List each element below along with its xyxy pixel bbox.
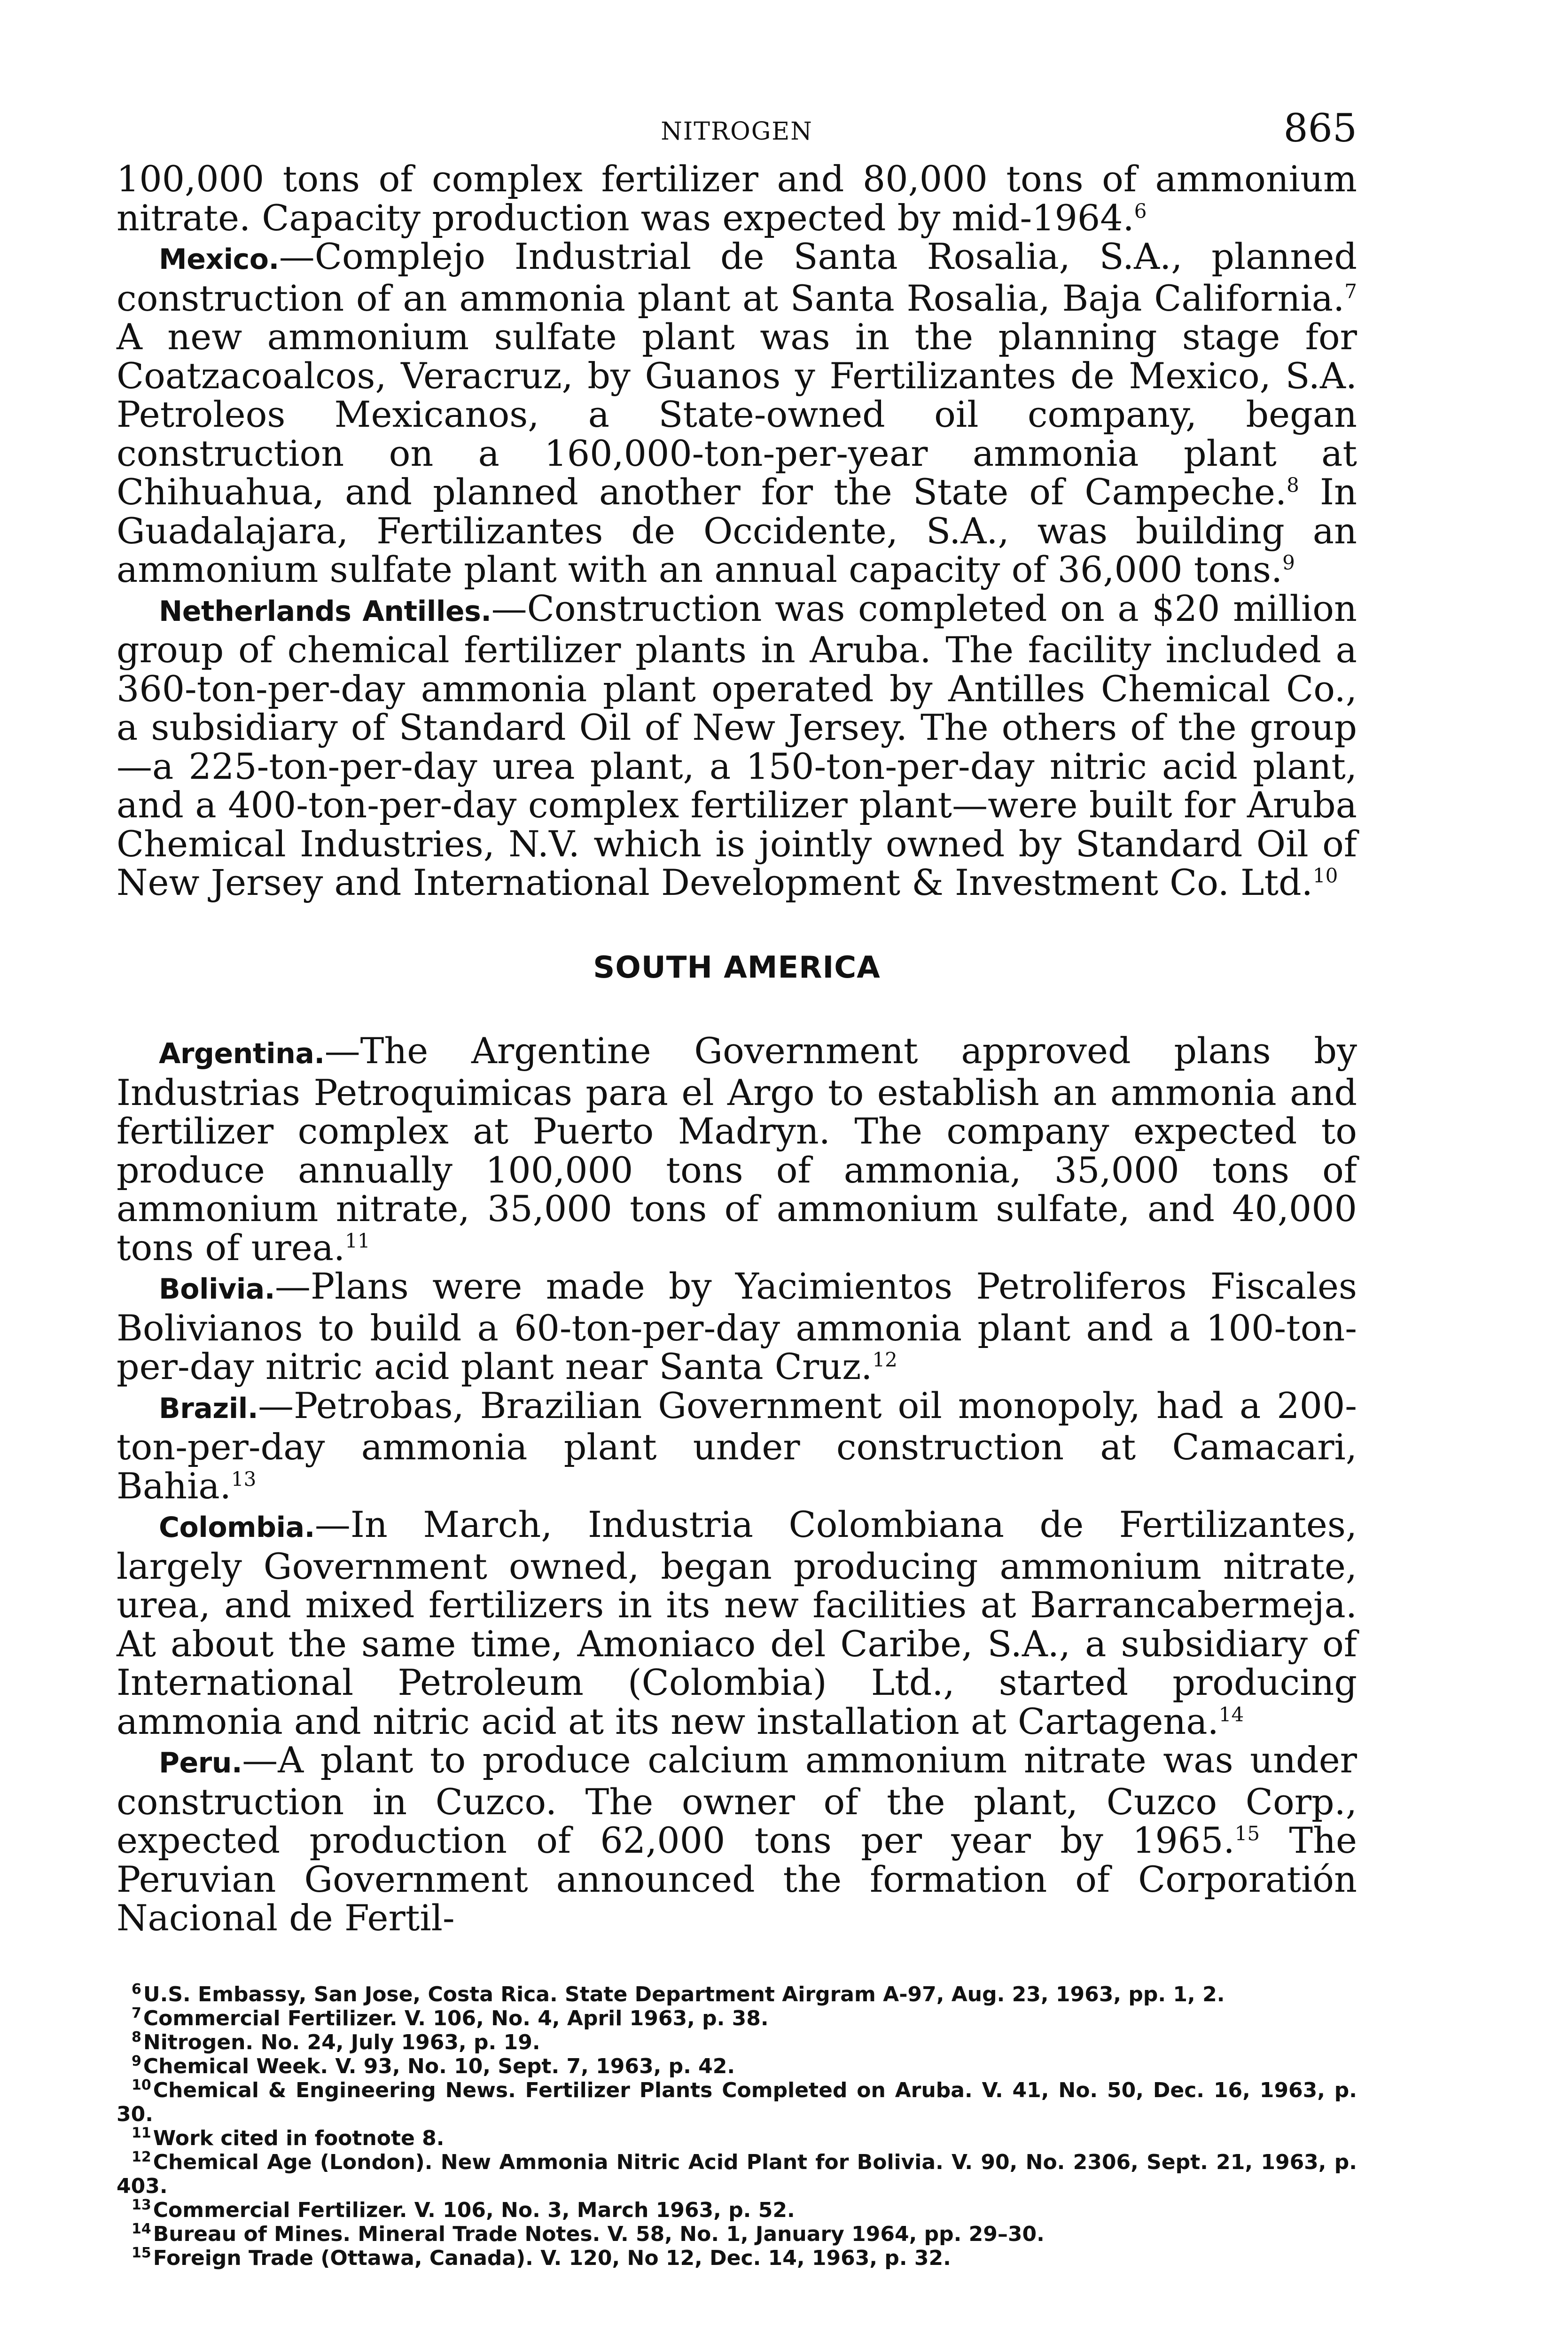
paragraph-text: —The Argentine Government approved plans by Industrias Petroquimicas para el Argo to establish an ammonia and fertilizer complex at Puerto Madryn. The company expected to produce annually 100,000 tons of ammonia, 35,000 tons of ammonium nitrate, 35,000 tons of ammonium sulfate, and 40,000 tons of urea.	[117, 1030, 1357, 1269]
paragraph-bolivia	[117, 1267, 1357, 1386]
footnote-ref: 14	[1218, 1703, 1244, 1726]
footnote-number: 9	[132, 2052, 141, 2069]
footnote	[117, 1982, 1357, 2006]
footnote-text: Chemical & Engineering News. Fertilizer Plants Completed on Aruba. V. 41, No. 50, Dec. 16, 1963, p. 30.	[117, 2078, 1357, 2126]
runin-heading-netherlands-antilles: Netherlands Antilles.	[159, 595, 491, 628]
footnote-number: 12	[132, 2148, 151, 2165]
paragraph-argentina	[117, 1032, 1357, 1267]
paragraph-text: —Construction was completed on a $20 million group of chemical fertilizer plants in Aruba. The facility included a 360-ton-per-day ammonia plant operated by Antilles Chemical Co., a subsidiary of Standard Oil of New Jersey. The others of the group—a 225-ton-per-day urea plant, a 150-ton-per-day nitric acid plant, and a 400-ton-per-day complex fertilizer plant—were built for Aruba Chemical Industries, N.V. which is jointly owned by Standard Oil of New Jersey and International Development & Investment Co. Ltd.	[117, 587, 1357, 903]
runin-heading-colombia: Colombia.	[159, 1511, 315, 1544]
paragraph-continued	[117, 160, 1357, 237]
footnote-text: Bureau of Mines. Mineral Trade Notes. V. 58, No. 1, January 1964, pp. 29–30.	[153, 2222, 1045, 2246]
footnote-text: Nitrogen. No. 24, July 1963, p. 19.	[143, 2030, 540, 2054]
paragraph-text: 100,000 tons of complex fertilizer and 80,000 tons of ammonium nitrate. Capacity production was expected by mid-1964.	[117, 158, 1357, 239]
footnote-number: 7	[132, 2005, 141, 2021]
footnote-ref: 8	[1287, 473, 1299, 497]
footnote	[117, 2222, 1357, 2246]
paragraph-brazil	[117, 1386, 1357, 1506]
paragraph-text: —A plant to produce calcium ammonium nitrate was under construction in Cuzco. The owner of the plant, Cuzco Corp., expected production of 62,000 tons per year by 1965.	[117, 1739, 1357, 1861]
runin-heading-mexico: Mexico.	[159, 243, 279, 276]
paragraph-text: —In March, Industria Colombiana de Fertilizantes, largely Government owned, began producing ammonium nitrate, urea, and mixed fertilizers in its new facilities at Barrancabermeja. At about the same time, Amoniaco del Caribe, S.A., a subsidiary of International Petroleum (Colombia) Ltd., started producing ammonia and nitric acid at its new installation at Cartagena.	[117, 1504, 1357, 1742]
footnote	[117, 2006, 1357, 2030]
body-text	[117, 160, 1357, 1938]
footnote-ref: 10	[1312, 864, 1338, 887]
footnote-ref: 11	[345, 1229, 370, 1253]
page	[117, 99, 1357, 2270]
footnote-ref: 9	[1282, 551, 1295, 574]
footnote-number: 8	[132, 2029, 141, 2045]
footnote-text: Commercial Fertilizer. V. 106, No. 3, March 1963, p. 52.	[153, 2198, 795, 2222]
footnote-text: Chemical Week. V. 93, No. 10, Sept. 7, 1963, p. 42.	[143, 2054, 735, 2078]
footnote-ref: 15	[1234, 1822, 1260, 1845]
footnote-ref: 12	[872, 1348, 897, 1371]
footnote-ref: 6	[1134, 199, 1147, 223]
runin-heading-bolivia: Bolivia.	[159, 1273, 275, 1306]
paragraph-text: —Petrobas, Brazilian Government oil monopoly, had a 200-ton-per-day ammonia plant under construction at Camacari, Bahia.	[117, 1384, 1357, 1507]
paragraph-text: A new ammonium sulfate plant was in the planning stage for Coatzacoalcos, Veracruz, by Guanos y Fertilizantes de Mexico, S.A. Petroleos Mexicanos, a State-owned oil company, began construction on a 160,000-ton-per-year ammonia plant at Chihuahua, and planned another for the State of Campeche.	[117, 316, 1357, 513]
page-number: 865	[1283, 106, 1357, 151]
footnote	[117, 2030, 1357, 2054]
footnote	[117, 2246, 1357, 2270]
paragraph-text: —Plans were made by Yacimientos Petroliferos Fiscales Bolivianos to build a 60-ton-per-day ammonia plant and a 100-ton-per-day nitric acid plant near Santa Cruz.	[117, 1265, 1357, 1387]
section-heading: SOUTH AMERICA	[593, 950, 881, 985]
paragraph-peru	[117, 1741, 1357, 1938]
footnote-text: Work cited in footnote 8.	[153, 2126, 445, 2150]
running-title: NITROGEN	[661, 118, 813, 146]
footnote-number: 10	[132, 2076, 151, 2093]
footnote	[117, 2126, 1357, 2150]
footnote-text: Foreign Trade (Ottawa, Canada). V. 120, No 12, Dec. 14, 1963, p. 32.	[153, 2246, 951, 2270]
footnote-number: 15	[132, 2244, 151, 2261]
paragraph-text: In Guadalajara, Fertilizantes de Occidente, S.A., was building an ammonium sulfate plant with an annual capacity of 36,000 tons.	[117, 471, 1357, 590]
footnote-text: Chemical Age (London). New Ammonia Nitric Acid Plant for Bolivia. V. 90, No. 2306, Sept. 21, 1963, p. 403.	[117, 2150, 1357, 2198]
footnote-number: 6	[132, 1981, 141, 1998]
footnote-text: U.S. Embassy, San Jose, Costa Rica. State Department Airgram A-97, Aug. 23, 1963, pp. 1, 2.	[143, 1982, 1225, 2006]
runin-heading-peru: Peru.	[159, 1747, 242, 1779]
footnote	[117, 2198, 1357, 2222]
paragraph-mexico	[117, 237, 1357, 589]
footnote-ref: 13	[231, 1467, 257, 1491]
runin-heading-argentina: Argentina.	[159, 1037, 325, 1070]
footnote	[117, 2078, 1357, 2126]
footnotes	[117, 1982, 1357, 2270]
footnote-number: 13	[132, 2196, 151, 2213]
footnote-text: Commercial Fertilizer. V. 106, No. 4, April 1963, p. 38.	[143, 2006, 769, 2030]
paragraph-text: —Complejo Industrial de Santa Rosalia, S.A., planned construction of an ammonia plant at Santa Rosalia, Baja California.	[117, 235, 1357, 319]
paragraph-netherlands-antilles	[117, 589, 1357, 902]
footnote-ref: 7	[1344, 280, 1357, 303]
footnote	[117, 2150, 1357, 2198]
paragraph-colombia	[117, 1505, 1357, 1741]
footnote-number: 14	[132, 2220, 151, 2237]
paragraph-text: The Peruvian Government announced the formation of Corporatión Nacional de Fertil-	[117, 1819, 1357, 1939]
footnote	[117, 2054, 1357, 2078]
runin-heading-brazil: Brazil.	[159, 1392, 258, 1425]
running-head	[117, 99, 1357, 160]
footnote-number: 11	[132, 2124, 151, 2141]
